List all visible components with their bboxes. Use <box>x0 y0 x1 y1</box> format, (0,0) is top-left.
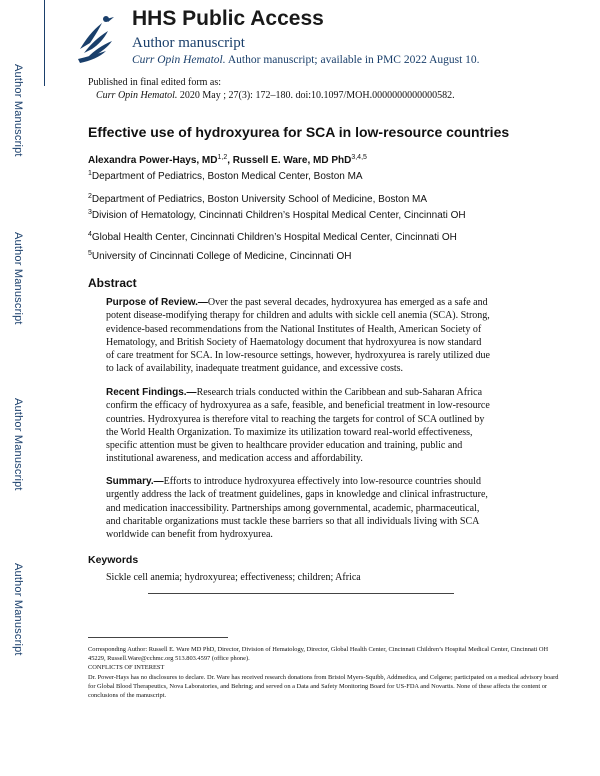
sidebar-divider <box>44 0 45 86</box>
affiliation-text: Global Health Center, Cincinnati Children’s Hospital Medical Center, Cincinnati OH <box>91 232 457 243</box>
author-name: Alexandra Power-Hays, MD <box>88 155 218 166</box>
sidebar <box>0 0 40 776</box>
affiliation-marker: 4 <box>88 231 92 238</box>
affiliation-text: Department of Pediatrics, Boston Medical Center, Boston MA <box>91 171 363 182</box>
abstract-section-summary <box>106 475 492 541</box>
author-list: Alexandra Power-Hays, MD$^{1,2}$, Russell E. Ware, MD PhD$^{3,4,5}$ <box>88 154 367 166</box>
header-journal: Curr Opin Hematol. <box>132 54 226 66</box>
conflicts-heading: CONFLICTS OF INTEREST <box>88 664 165 672</box>
keywords-text: Sickle cell anemia; hydroxyurea; effectiveness; children; Africa <box>106 572 361 583</box>
affiliation-marker: 2 <box>88 193 92 200</box>
author-affiliation-marker: 1,2 <box>217 154 228 161</box>
affiliation-marker: 3 <box>88 209 92 216</box>
author-name: Russell E. Ware, MD PhD <box>232 155 352 166</box>
keywords-heading: Keywords <box>88 554 139 566</box>
header-subtitle: Author manuscript <box>132 35 245 51</box>
affiliation <box>88 231 558 243</box>
affiliation-marker: 5 <box>88 250 92 257</box>
affiliation-marker: 1 <box>88 170 92 177</box>
section-text: Over the past several decades, hydroxyurea has emerged as a safe and potent disease-modifying therapy for children and adults with sickle cell anemia (SCA). Strong, evidence-based recommendations from the National Institutes of Health, American Society of Hematology, and British Society of Haematology document that hydroxyurea is now standard of care treatment for SCA. In low-resource settings, however, hydroxyurea is rarely utilized due to lack of availability, inadequate treatment guidance, and excessive costs. <box>106 297 490 375</box>
header <box>72 7 552 71</box>
affiliation <box>88 250 558 262</box>
abstract-section-purpose <box>106 296 492 376</box>
affiliation <box>88 193 558 205</box>
section-text: Efforts to introduce hydroxyurea effectively into low-resource countries should urgently address the lack of treatment guidelines, gaps in knowledge and clinical infrastructure, and medication inaccessibility. Partnerships among governmental, academic, pharmaceutical, and charitable organizations must tackle these barriers so that all individuals living with SCA worldwide can benefit from hydroxyurea. <box>106 476 488 541</box>
article-title: Effective use of hydroxyurea for SCA in low-resource countries <box>88 124 510 140</box>
sidebar-label-author-manuscript: Author Manuscript <box>12 563 24 656</box>
citation-journal: Curr Opin Hematol. <box>96 90 178 101</box>
affiliation <box>88 209 558 221</box>
affiliation <box>88 170 558 182</box>
footnotes <box>88 645 560 700</box>
header-title: HHS Public Access <box>132 7 324 30</box>
section-divider <box>148 593 454 594</box>
header-availability <box>132 54 480 66</box>
section-text: Research trials conducted within the Caribbean and sub-Saharan Africa confirm the efficacy of hydroxyurea as a safe, feasible, and beneficial treatment in low-resource countries. Hydroxyurea is therefore vital to reaching the targets for control of SCA outlined by the World Health Organization. To maximize its utilization toward real-world effectiveness, specific attention must be given to healthcare provider education and training, public and institutional awareness, and medication access and affordability. <box>106 387 490 465</box>
citation-text: 2020 May ; 27(3): 172–180. doi:10.1097/MOH.0000000000000582. <box>179 90 455 101</box>
conflicts-text: Dr. Power-Hays has no disclosures to declare. Dr. Ware has received research donations from Bristol Myers-Squibb, Addmedica, and Celgene; participated on a medical advisory board for Global Blood Therapeutics, Nova Laboratories, and Behring; and served on a Data and Safety Monitoring Board for US-FDA and Novartis. None of these affects the content or conclusions of the manuscript. <box>88 673 559 700</box>
affiliation-text: Department of Pediatrics, Boston University School of Medicine, Boston MA <box>91 194 428 205</box>
affiliation-text: Division of Hematology, Cincinnati Children’s Hospital Medical Center, Cincinnati OH <box>91 210 466 221</box>
section-lead: Purpose of Review.— <box>106 297 208 308</box>
footnote-divider <box>88 637 228 638</box>
sidebar-label-author-manuscript: Author Manuscript <box>12 64 24 157</box>
affiliation-text: University of Cincinnati College of Medicine, Cincinnati OH <box>91 251 352 262</box>
abstract-heading: Abstract <box>88 276 137 290</box>
corresponding-author: Corresponding Author: Russell E. Ware MD PhD, Director, Division of Hematology, Director, Global Health Center, Cincinnati Children’s Hospital Medical Center, Cincinnati OH 45229, Russell.Ware@cchmc.org 513.803.4597 (office phone). <box>88 646 549 663</box>
sidebar-label-author-manuscript: Author Manuscript <box>12 232 24 325</box>
author-affiliation-marker: 3,4,5 <box>351 154 367 161</box>
section-lead: Recent Findings.— <box>106 387 197 398</box>
hhs-eagle-logo-icon <box>72 9 122 65</box>
citation-line <box>88 89 455 102</box>
published-label: Published in final edited form as: <box>88 77 222 88</box>
publication-info <box>88 76 455 102</box>
section-lead: Summary.— <box>106 476 164 487</box>
header-availability-text: Author manuscript; available in PMC 2022 August 10. <box>227 54 480 66</box>
abstract-section-findings <box>106 386 492 466</box>
sidebar-label-author-manuscript: Author Manuscript <box>12 398 24 491</box>
